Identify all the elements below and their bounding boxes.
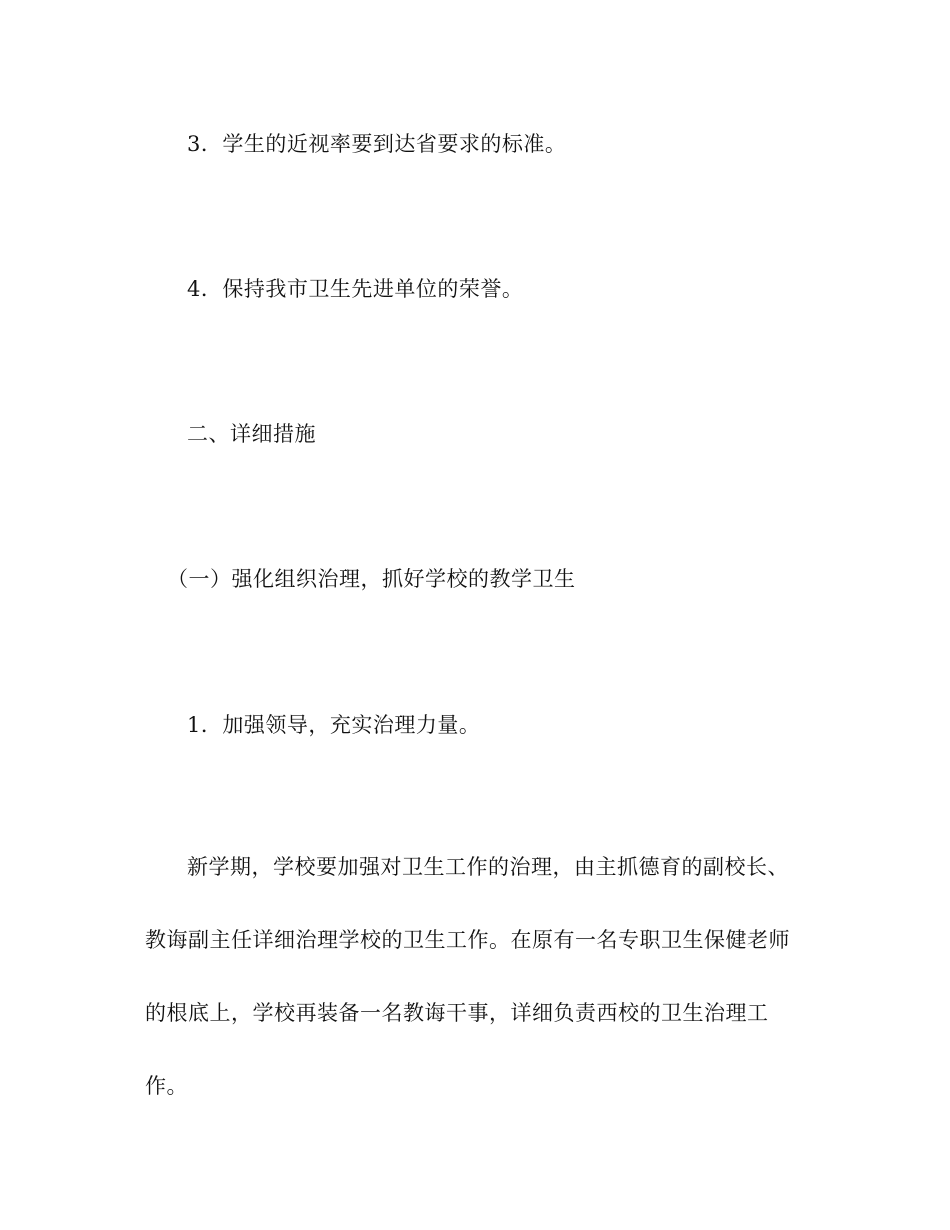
body-paragraph xyxy=(145,853,805,1100)
subsection-heading-organization: （一）强化组织治理，抓好学校的教学卫生 xyxy=(167,567,576,591)
paragraph-line: 作。 xyxy=(145,1074,188,1098)
paragraph-line: 新学期，学校要加强对卫生工作的治理，由主抓德育的副校长、 xyxy=(187,855,789,879)
section-heading-measures: 二、详细措施 xyxy=(187,422,316,446)
goal-item-4: 4．保持我市卫生先进单位的荣誉。 xyxy=(187,277,524,301)
paragraph-line: 的根底上，学校再装备一名教诲干事，详细负责西校的卫生治理工 xyxy=(145,1001,769,1025)
measure-item-1: 1．加强领导，充实治理力量。 xyxy=(187,713,481,737)
paragraph-line: 教诲副主任详细治理学校的卫生工作。在原有一名专职卫生保健老师 xyxy=(145,928,790,952)
goal-item-3: 3．学生的近视率要到达省要求的标准。 xyxy=(187,132,567,156)
